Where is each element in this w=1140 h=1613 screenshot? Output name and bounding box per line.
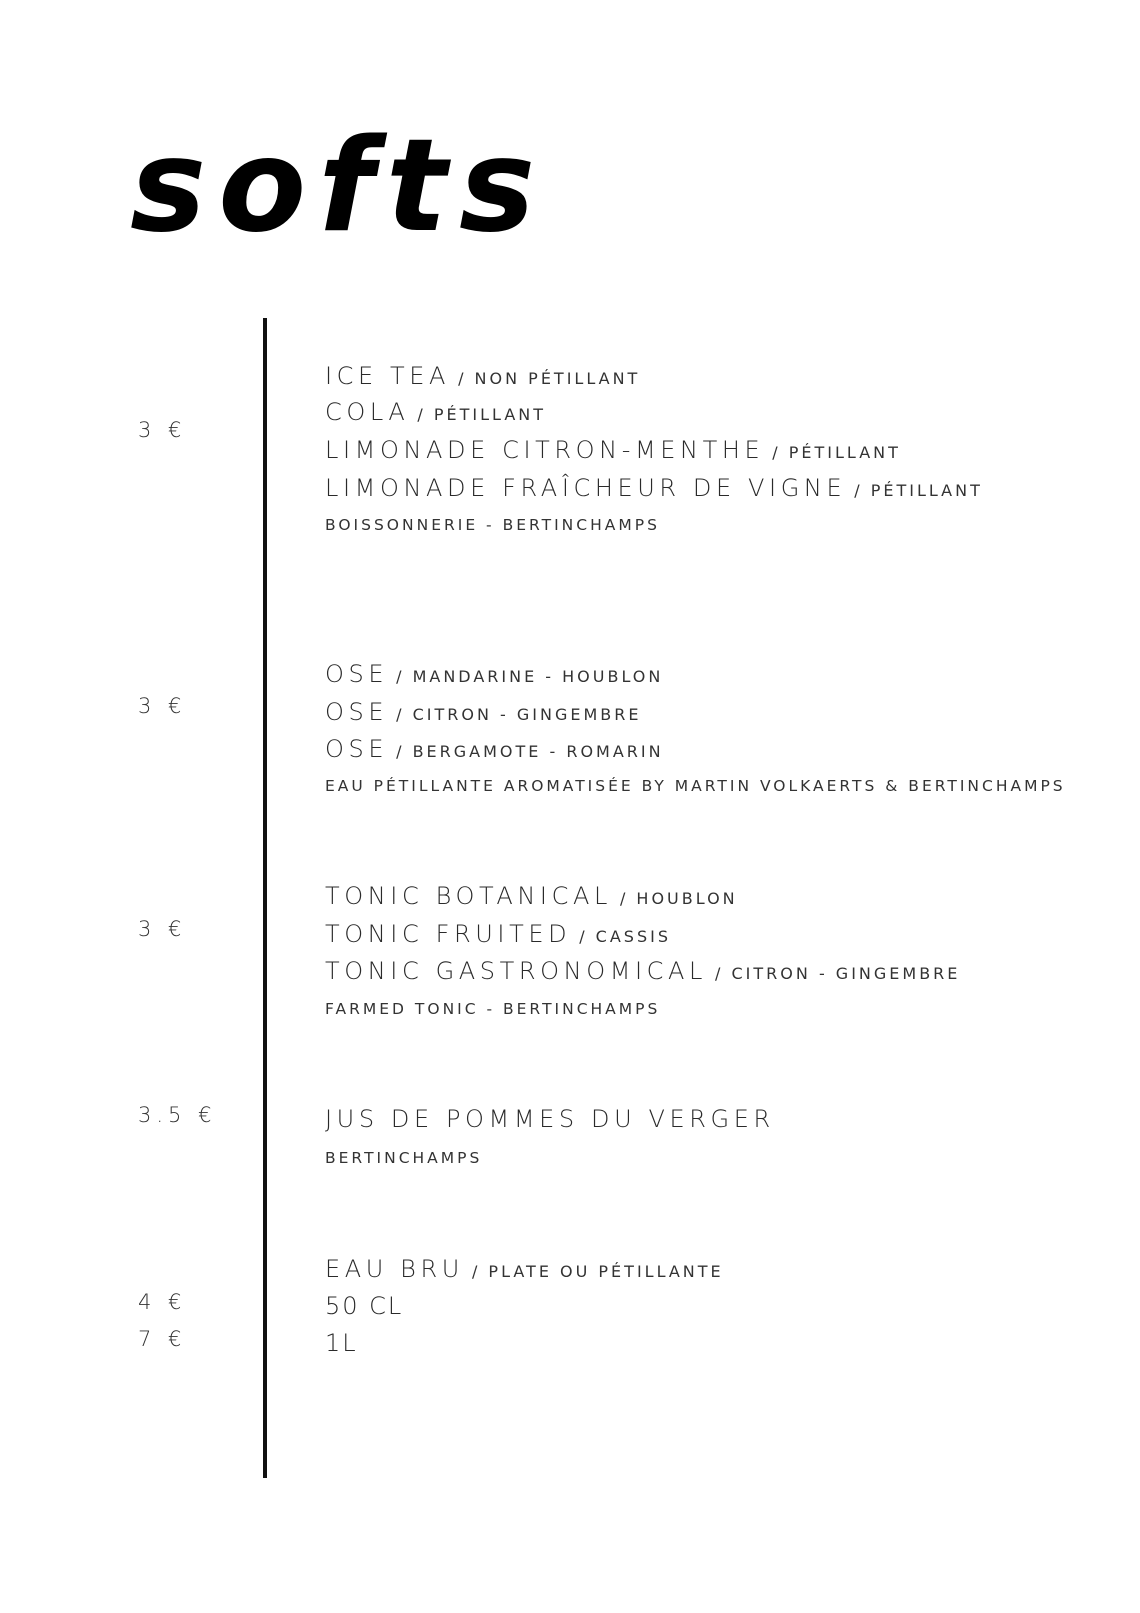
menu-item: LIMONADE FRAÎCHEUR DE VIGNE / PÉTILLANT xyxy=(325,474,983,502)
menu-item: 50 CL xyxy=(325,1292,404,1320)
menu-item: JUS DE POMMES DU VERGER xyxy=(325,1105,775,1133)
vertical-divider xyxy=(263,318,267,1478)
menu-item: EAU BRU / PLATE OU PÉTILLANTE xyxy=(325,1255,724,1283)
supplier-note: EAU PÉTILLANTE AROMATISÉE BY MARTIN VOLKAERTS & BERTINCHAMPS xyxy=(325,777,1066,795)
price: 4 € xyxy=(138,1290,187,1314)
menu-item: TONIC FRUITED / CASSIS xyxy=(325,920,671,948)
menu-item: 1L xyxy=(325,1329,358,1357)
supplier-note: FARMED TONIC - BERTINCHAMPS xyxy=(325,1000,661,1018)
price: 3 € xyxy=(138,418,187,442)
menu-item: OSE / CITRON - GINGEMBRE xyxy=(325,698,642,726)
menu-item: ICE TEA / NON PÉTILLANT xyxy=(325,362,641,390)
page-title xyxy=(130,118,630,268)
menu-item: TONIC GASTRONOMICAL / CITRON - GINGEMBRE xyxy=(325,957,961,985)
menu-item: OSE / BERGAMOTE - ROMARIN xyxy=(325,735,664,763)
price: 7 € xyxy=(138,1327,187,1351)
svg-text:softs: softs xyxy=(130,118,548,261)
brush-title-graphic xyxy=(130,118,630,268)
supplier-note: BERTINCHAMPS xyxy=(325,1149,483,1167)
menu-item: TONIC BOTANICAL / HOUBLON xyxy=(325,882,738,910)
price: 3 € xyxy=(138,917,187,941)
price: 3 € xyxy=(138,694,187,718)
menu-item: COLA / PÉTILLANT xyxy=(325,398,546,426)
price: 3.5 € xyxy=(138,1103,217,1127)
menu-item: LIMONADE CITRON-MENTHE / PÉTILLANT xyxy=(325,436,901,464)
supplier-note: BOISSONNERIE - BERTINCHAMPS xyxy=(325,516,660,534)
menu-item: OSE / MANDARINE - HOUBLON xyxy=(325,660,664,688)
